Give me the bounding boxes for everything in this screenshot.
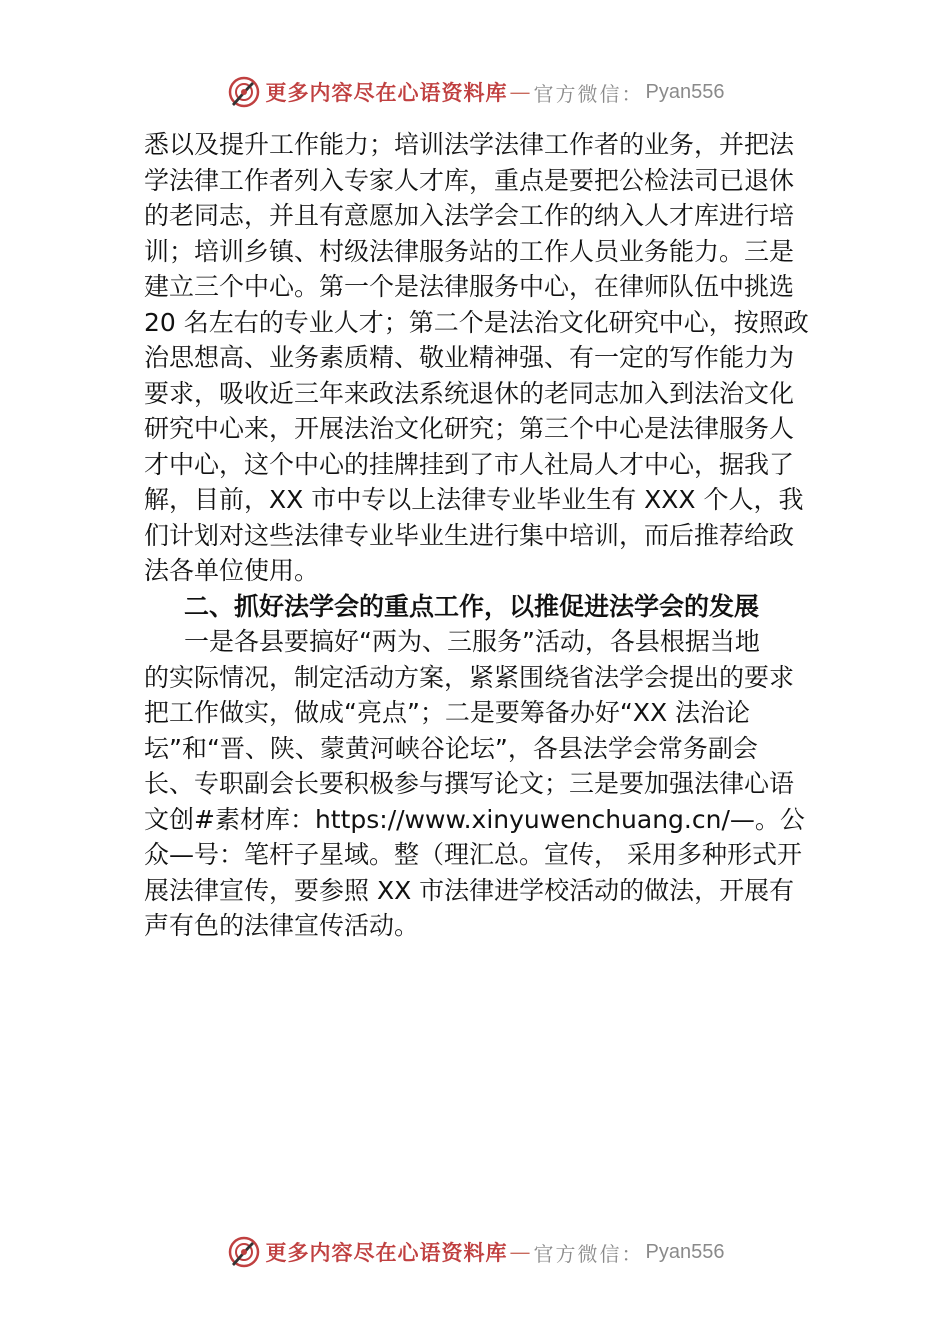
paragraph-line: 众—号：笔杆子星域。整（理汇总。宣传， 采用多种形式开: [144, 840, 802, 869]
banner-separator: —: [509, 1240, 532, 1264]
paragraph-line: 声有色的法律宣传活动。: [144, 911, 420, 940]
body-line: 研究中心来，开展法治文化研究；第三个中心是法律服务人: [144, 414, 795, 443]
header-watermark-banner: [0, 72, 950, 112]
brand-logo-icon: [226, 74, 262, 110]
section-heading: 二、抓好法学会的重点工作，以推促进法学会的发展: [184, 591, 760, 621]
brand-logo-icon: [226, 1234, 262, 1270]
body-line: 训；培训乡镇、村级法律服务站的工作人员业务能力。三是: [144, 236, 795, 266]
banner-text: 更多内容尽在心语资料库: [265, 80, 508, 105]
paragraph-line: 把工作做实，做成“亮点”；二是要筹备办好“XX 法治论: [144, 698, 751, 727]
body-line: 才中心，这个中心的挂牌挂到了市人社局人才中心，据我了: [144, 449, 795, 479]
body-line: 学法律工作者列入专家人才库，重点是要把公检法司已退休: [144, 165, 795, 195]
paragraph-line: 坛”和“晋、陕、蒙黄河峡谷论坛”，各县法学会常务副会: [144, 733, 758, 763]
body-line: 法各单位使用。: [144, 556, 320, 585]
paragraph-line: 展法律宣传，要参照 XX 市法律进学校活动的做法，开展有: [144, 875, 795, 905]
paragraph-line: 文创#素材库：https://www.xinyuwenchuang.cn/—。公: [144, 804, 805, 834]
body-line: 20 名左右的专业人才；第二个是法治文化研究中心，按照政: [144, 307, 809, 337]
body-line: 们计划对这些法律专业毕业生进行集中培训，而后推荐给政: [144, 520, 795, 550]
banner-wechat-id: Pyan556: [645, 80, 725, 103]
body-line: 的老同志，并且有意愿加入法学会工作的纳入人才库进行培: [144, 201, 795, 230]
body-line: 解，目前，XX 市中专以上法律专业毕业生有 XXX 个人，我: [144, 485, 804, 514]
document-body: [144, 127, 808, 944]
body-line: 要求，吸收近三年来政法系统退休的老同志加入到法治文化: [144, 378, 795, 408]
body-line: 治思想高、业务素质精、敬业精神强、有一定的写作能力为: [144, 343, 795, 372]
banner-wechat-id: Pyan556: [645, 1240, 725, 1263]
banner-wechat-label: 官方微信：: [533, 1241, 644, 1266]
banner-separator: —: [509, 80, 532, 104]
paragraph-line: 的实际情况，制定活动方案，紧紧围绕省法学会提出的要求: [144, 662, 795, 692]
banner-text: 更多内容尽在心语资料库: [265, 1240, 508, 1265]
banner-wechat-label: 官方微信：: [533, 81, 644, 106]
body-line: 悉以及提升工作能力；培训法学法律工作者的业务，并把法: [144, 130, 795, 159]
paragraph-line: 长、专职副会长要积极参与撰写论文；三是要加强法律心语: [144, 769, 795, 798]
footer-watermark-banner: [0, 1232, 950, 1272]
paragraph-line: 一是各县要搞好“两为、三服务”活动，各县根据当地: [184, 627, 760, 656]
body-line: 建立三个中心。第一个是法律服务中心，在律师队伍中挑选: [144, 272, 795, 301]
